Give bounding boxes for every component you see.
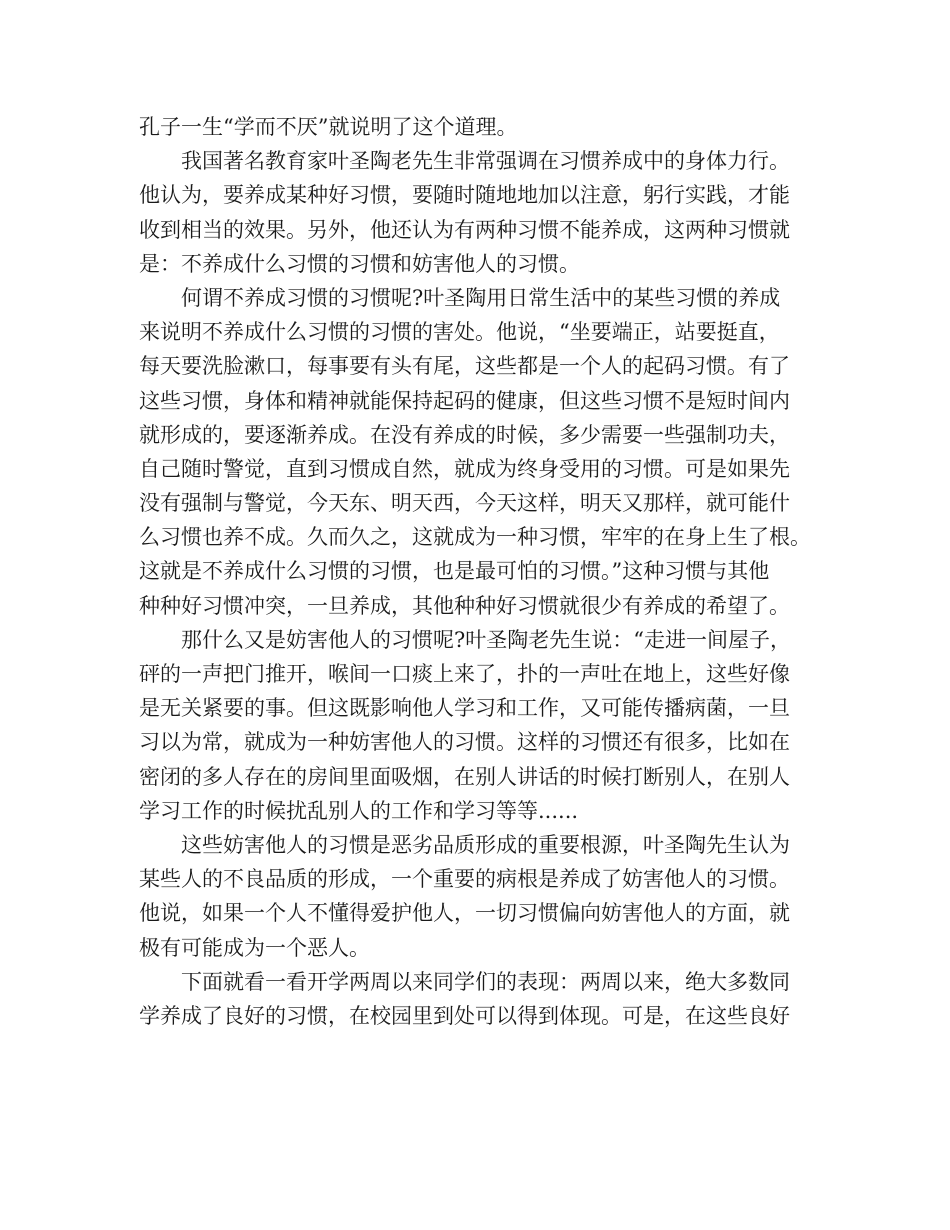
text-line: 某些人的不良品质的形成，一个重要的病根是养成了妨害他人的习惯。 [139, 867, 790, 892]
text-line: 孔子一生“学而不厌”就说明了这个道理。 [139, 115, 518, 139]
text-line: 密闭的多人存在的房间里面吸烟，在别人讲话的时候打断别人，在别人 [139, 764, 790, 789]
paragraph-first-line: 何谓不养成习惯的习惯呢?叶圣陶用日常生活中的某些习惯的养成 [181, 285, 781, 310]
text-line: 学习工作的时候扰乱别人的工作和学习等等...... [139, 798, 579, 823]
text-line: 习以为常，就成为一种妨害他人的习惯。这样的习惯还有很多，比如在 [139, 730, 790, 755]
text-line: 是无关紧要的事。但这既影响他人学习和工作，又可能传播病菌，一旦 [139, 696, 790, 721]
text-line: 这些习惯，身体和精神就能保持起码的健康，但这些习惯不是短时间内 [139, 388, 790, 413]
text-line: 没有强制与警觉，今天东、明天西，今天这样，明天又那样，就可能什 [139, 491, 790, 516]
text-line: 收到相当的效果。另外，他还认为有两种习惯不能养成，这两种习惯就 [139, 217, 790, 242]
text-line: 么习惯也养不成。久而久之，这就成为一种习惯，牢牢的在身上生了根。 [139, 525, 811, 550]
paragraph-first-line: 下面就看一看开学两周以来同学们的表现：两周以来，绝大多数同 [181, 969, 790, 994]
text-line: 就形成的，要逐渐养成。在没有养成的时候，多少需要一些强制功夫， [139, 422, 790, 447]
paragraph-first-line: 那什么又是妨害他人的习惯呢?叶圣陶老先生说：“走进一间屋子， [181, 627, 791, 652]
text-line: 每天要洗脸漱口，每事要有头有尾，这些都是一个人的起码习惯。有了 [139, 354, 790, 379]
text-line: 是：不养成什么习惯的习惯和妨害他人的习惯。 [139, 251, 580, 276]
text-line: 他说，如果一个人不懂得爱护他人，一切习惯偏向妨害他人的方面，就 [139, 901, 790, 926]
paragraph-first-line: 我国著名教育家叶圣陶老先生非常强调在习惯养成中的身体力行。 [181, 149, 790, 174]
text-line: 来说明不养成什么习惯的习惯的害处。他说，“坐要端正，站要挺直， [139, 320, 780, 345]
document-body [139, 110, 819, 1033]
text-line: 砰的一声把门推开，喉间一口痰上来了，扑的一声吐在地上，这些好像 [139, 662, 790, 686]
text-line: 这就是不养成什么习惯的习惯，也是最可怕的习惯。”这种习惯与其他 [139, 559, 770, 584]
text-line: 学养成了良好的习惯，在校园里到处可以得到体现。可是，在这些良好 [139, 1003, 790, 1028]
text-line: 自己随时警觉，直到习惯成自然，就成为终身受用的习惯。可是如果先 [139, 456, 790, 481]
text-line: 他认为，要养成某种好习惯，要随时随地地加以注意，躬行实践，才能 [139, 183, 790, 208]
paragraph-first-line: 这些妨害他人的习惯是恶劣品质形成的重要根源，叶圣陶先生认为 [181, 832, 790, 857]
text-line: 种种好习惯冲突，一旦养成，其他种种好习惯就很少有养成的希望了。 [139, 593, 790, 618]
text-line: 极有可能成为一个恶人。 [139, 935, 370, 960]
